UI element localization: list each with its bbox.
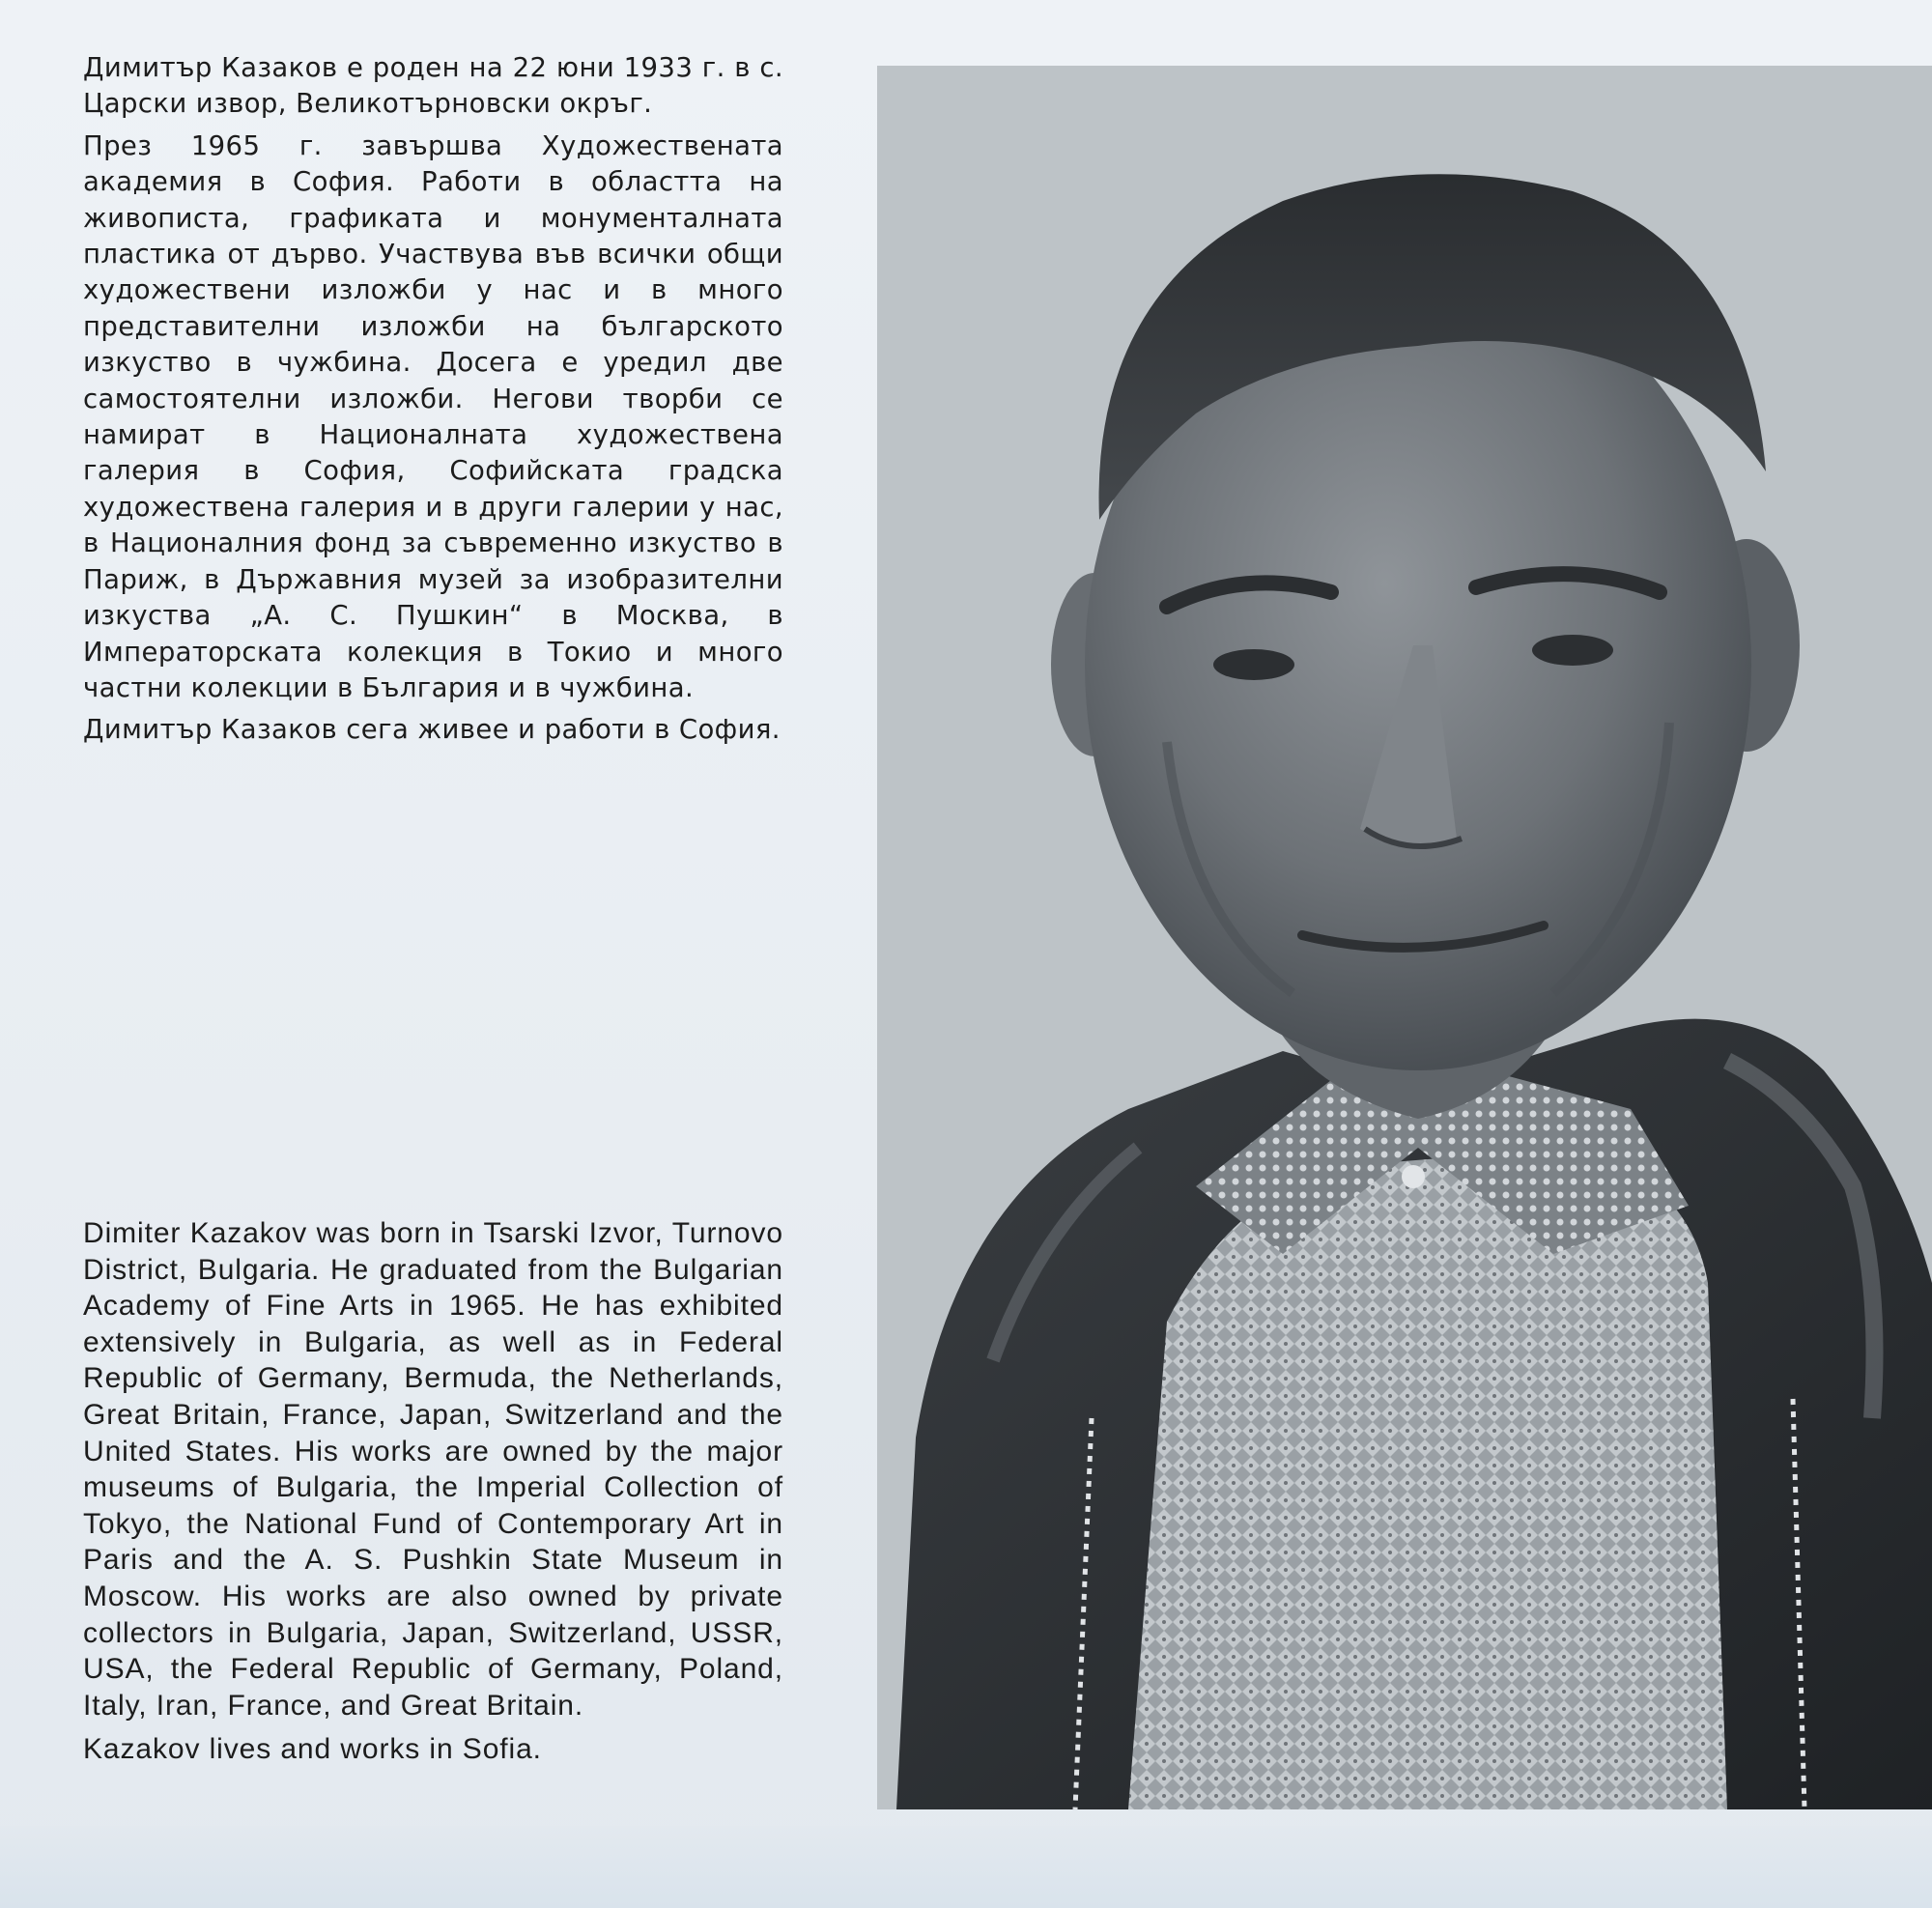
english-biography bbox=[83, 1215, 783, 1776]
bulgarian-paragraph-career: През 1965 г. завършва Художествената академия в София. Работи в областта на живописта, графиката и монументалната пластика от дърво. Участвува във всички общи художествени изложби у нас и в много представителни изложби на българското изкуство в чужбина. Досега е уредил две самостоятелни изложби. Негови творби се намират в Националната художествена галерия в София, Софийската градска художествена галерия и в други галерии у нас, в Националния фонд за съвременно изкуство в Париж, в Държавния музей за изобразителни изкуства „А. С. Пушкин“ в Москва, в Императорската колекция в Токио и много частни колекции в България и в чужбина. bbox=[83, 129, 783, 703]
portrait-photo-icon bbox=[877, 66, 1932, 1809]
artist-portrait-photo bbox=[877, 66, 1932, 1809]
bulgarian-paragraph-residence: Димитър Казаков сега живее и работи в София. bbox=[83, 714, 781, 746]
english-paragraph-career: Dimiter Kazakov was born in Tsarski Izvor, Turnovo District, Bulgaria. He graduated from the Bulgarian Academy of Fine Arts in 1965. He has exhibited extensively in Bulgaria, as well as in Federal Republic of Germany, Bermuda, the Netherlands, Great Britain, France, Japan, Switzerland and the United States. His works are owned by the major museums of Bulgaria, the Imperial Collection of Tokyo, the National Fund of Contemporary Art in Paris and the A. S. Pushkin State Museum in Moscow. His works are also owned by private collectors in Bulgaria, Japan, Switzerland, USSR, USA, the Federal Republic of Germany, Poland, Italy, Iran, France, and Great Britain. bbox=[83, 1217, 783, 1722]
page-bottom-edge bbox=[0, 1826, 1932, 1908]
english-paragraph-residence: Kazakov lives and works in Sofia. bbox=[83, 1733, 542, 1766]
bulgarian-biography bbox=[83, 50, 783, 755]
bulgarian-paragraph-birth: Димитър Казаков е роден на 22 юни 1933 г. в с. Царски извор, Великотърновски окръг. bbox=[83, 52, 783, 120]
